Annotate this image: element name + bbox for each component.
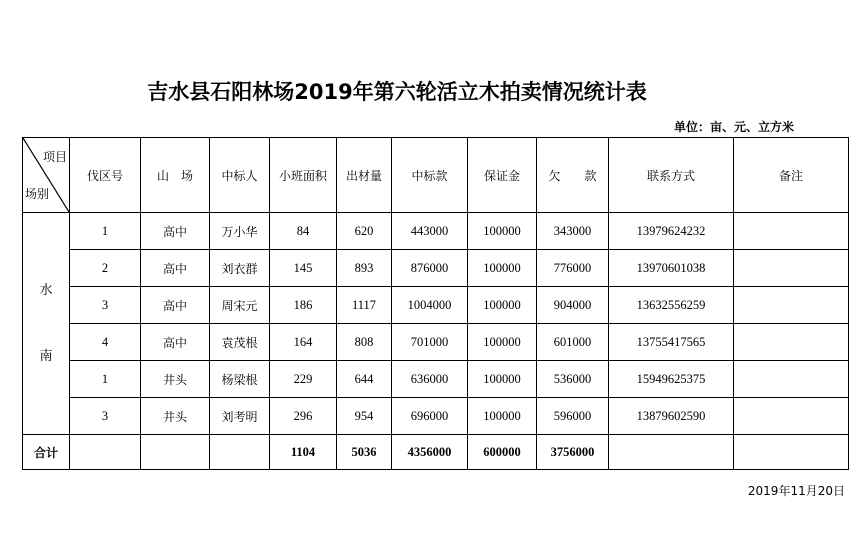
column-header: 出材量 bbox=[337, 138, 392, 213]
total-row bbox=[23, 435, 849, 470]
column-header: 山 场 bbox=[141, 138, 210, 213]
volume-value: 808 bbox=[337, 324, 392, 361]
owed-value: 596000 bbox=[537, 398, 609, 435]
unit-label: 单位：亩、元、立方米 bbox=[673, 120, 794, 134]
owed-value: 601000 bbox=[537, 324, 609, 361]
deposit-value: 100000 bbox=[468, 250, 537, 287]
bid-value: 636000 bbox=[392, 361, 468, 398]
owed-value: 536000 bbox=[537, 361, 609, 398]
bid-value: 701000 bbox=[392, 324, 468, 361]
volume-value: 644 bbox=[337, 361, 392, 398]
phone-value: 15949625375 bbox=[609, 361, 734, 398]
area-value: 296 bbox=[270, 398, 337, 435]
column-header: 小班面积 bbox=[270, 138, 337, 213]
lot-number: 1 bbox=[70, 213, 141, 250]
area-value: 164 bbox=[270, 324, 337, 361]
site-name: 高中 bbox=[141, 287, 210, 324]
total-volume: 5036 bbox=[337, 435, 392, 470]
phone-value: 13632556259 bbox=[609, 287, 734, 324]
site-name: 井头 bbox=[141, 398, 210, 435]
bidder-name: 刘考明 bbox=[210, 398, 270, 435]
table-row bbox=[23, 213, 849, 250]
region-cell bbox=[23, 213, 70, 435]
area-value: 229 bbox=[270, 361, 337, 398]
column-header: 联系方式 bbox=[609, 138, 734, 213]
volume-value: 1117 bbox=[337, 287, 392, 324]
total-area: 1104 bbox=[270, 435, 337, 470]
column-header: 中标款 bbox=[392, 138, 468, 213]
table-row bbox=[23, 361, 849, 398]
region-char: 南 bbox=[39, 348, 53, 364]
site-name: 井头 bbox=[141, 361, 210, 398]
note-value bbox=[734, 287, 849, 324]
volume-value: 954 bbox=[337, 398, 392, 435]
column-header: 备注 bbox=[734, 138, 849, 213]
owed-value: 776000 bbox=[537, 250, 609, 287]
volume-value: 620 bbox=[337, 213, 392, 250]
note-value bbox=[734, 213, 849, 250]
empty-cell bbox=[141, 435, 210, 470]
phone-value: 13970601038 bbox=[609, 250, 734, 287]
deposit-value: 100000 bbox=[468, 213, 537, 250]
region-char: 水 bbox=[39, 282, 53, 298]
table-row bbox=[23, 324, 849, 361]
diagonal-label-site: 场别 bbox=[25, 187, 50, 201]
total-deposit: 600000 bbox=[468, 435, 537, 470]
lot-number: 2 bbox=[70, 250, 141, 287]
deposit-value: 100000 bbox=[468, 324, 537, 361]
site-name: 高中 bbox=[141, 213, 210, 250]
bidder-name: 万小华 bbox=[210, 213, 270, 250]
total-bid: 4356000 bbox=[392, 435, 468, 470]
deposit-value: 100000 bbox=[468, 287, 537, 324]
lot-number: 4 bbox=[70, 324, 141, 361]
empty-cell bbox=[609, 435, 734, 470]
deposit-value: 100000 bbox=[468, 398, 537, 435]
empty-cell bbox=[210, 435, 270, 470]
table-row bbox=[23, 398, 849, 435]
volume-value: 893 bbox=[337, 250, 392, 287]
owed-value: 904000 bbox=[537, 287, 609, 324]
area-value: 84 bbox=[270, 213, 337, 250]
bidder-name: 周宋元 bbox=[210, 287, 270, 324]
bidder-name: 刘衣群 bbox=[210, 250, 270, 287]
note-value bbox=[734, 324, 849, 361]
column-header: 伐区号 bbox=[70, 138, 141, 213]
phone-value: 13879602590 bbox=[609, 398, 734, 435]
table-row bbox=[23, 287, 849, 324]
area-value: 145 bbox=[270, 250, 337, 287]
deposit-value: 100000 bbox=[468, 361, 537, 398]
header-row bbox=[23, 138, 849, 213]
site-name: 高中 bbox=[141, 324, 210, 361]
column-header: 欠 款 bbox=[537, 138, 609, 213]
diagonal-header-cell bbox=[23, 138, 70, 213]
phone-value: 13979624232 bbox=[609, 213, 734, 250]
bid-value: 696000 bbox=[392, 398, 468, 435]
phone-value: 13755417565 bbox=[609, 324, 734, 361]
column-header: 中标人 bbox=[210, 138, 270, 213]
bid-value: 443000 bbox=[392, 213, 468, 250]
area-value: 186 bbox=[270, 287, 337, 324]
bidder-name: 杨梁根 bbox=[210, 361, 270, 398]
column-header: 保证金 bbox=[468, 138, 537, 213]
bid-value: 1004000 bbox=[392, 287, 468, 324]
bid-value: 876000 bbox=[392, 250, 468, 287]
bidder-name: 袁茂根 bbox=[210, 324, 270, 361]
report-date: 2019年11月20日 bbox=[747, 484, 845, 498]
note-value bbox=[734, 250, 849, 287]
lot-number: 3 bbox=[70, 287, 141, 324]
total-owed: 3756000 bbox=[537, 435, 609, 470]
site-name: 高中 bbox=[141, 250, 210, 287]
note-value bbox=[734, 361, 849, 398]
lot-number: 3 bbox=[70, 398, 141, 435]
table-row bbox=[23, 250, 849, 287]
owed-value: 343000 bbox=[537, 213, 609, 250]
auction-statistics-table bbox=[22, 137, 849, 470]
empty-cell bbox=[734, 435, 849, 470]
empty-cell bbox=[70, 435, 141, 470]
total-label: 合计 bbox=[23, 435, 70, 470]
note-value bbox=[734, 398, 849, 435]
diagonal-label-item: 项目 bbox=[42, 150, 67, 164]
lot-number: 1 bbox=[70, 361, 141, 398]
page-title: 吉水县石阳林场2019年第六轮活立木拍卖情况统计表 bbox=[147, 80, 647, 104]
